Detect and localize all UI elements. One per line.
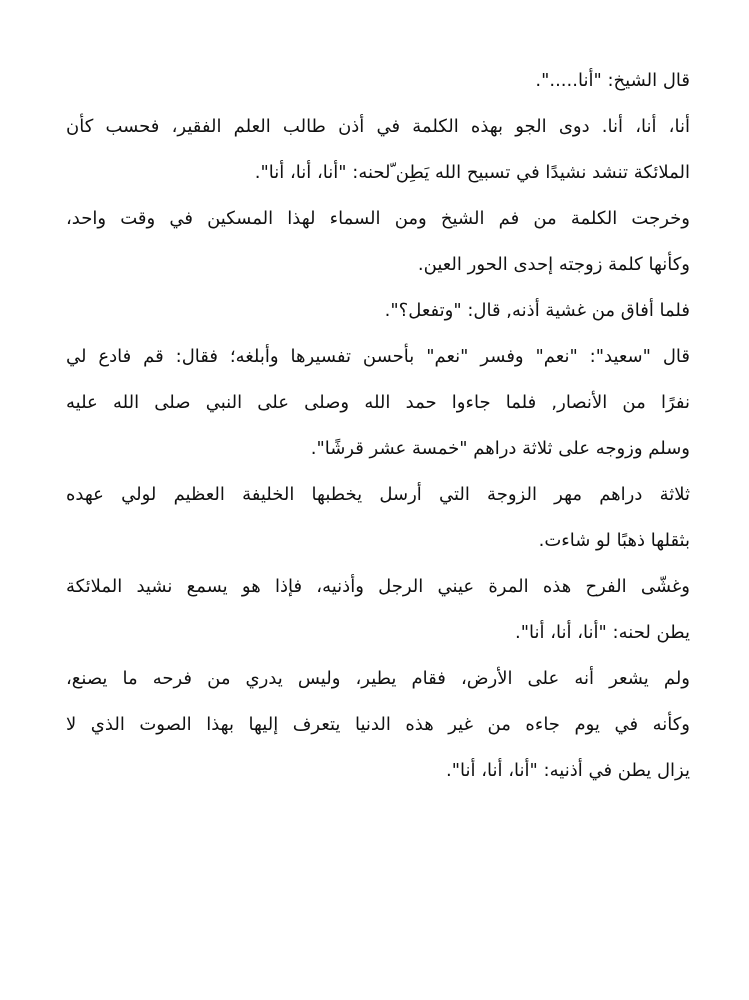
text-line: فلما أفاق من غشية أذنه, قال: "وتفعل؟". xyxy=(384,300,690,321)
document-body xyxy=(66,58,690,794)
text-line: نفرًا من الأنصار, فلما جاءوا حمد الله وصلى على النبي صلى الله عليه xyxy=(66,392,690,413)
text-line: وكأنه في يوم جاءه من غير هذه الدنيا يتعرف إليها بهذا الصوت الذي لا xyxy=(66,714,690,735)
text-line: ثلاثة دراهم مهر الزوجة التي أرسل يخطبها الخليفة العظيم لولي عهده xyxy=(66,484,690,505)
text-line: ولم يشعر أنه على الأرض، فقام يطير، وليس يدري من فرحه ما يصنع، xyxy=(66,668,690,689)
text-line: وسلم وزوجه على ثلاثة دراهم "خمسة عشر قرشًا". xyxy=(310,438,690,459)
text-line: قال "سعيد": "نعم" وفسر "نعم" بأحسن تفسيرها وأبلغه؛ فقال: قم فادع لي xyxy=(66,346,690,367)
text-line: وكأنها كلمة زوجته إحدى الحور العين. xyxy=(417,254,690,275)
text-line: يزال يطن في أذنيه: "أنا، أنا، أنا". xyxy=(446,760,690,781)
text-line: بثقلها ذهبًا لو شاءت. xyxy=(538,530,690,551)
text-line: الملائكة تنشد نشيدًا في تسبيح الله يَطِن ّلحنه: "أنا، أنا، أنا". xyxy=(254,162,690,183)
text-line: أنا، أنا، أنا. دوى الجو بهذه الكلمة في أذن طالب العلم الفقير، فحسب كأن xyxy=(66,116,690,137)
text-line: وغشّى الفرح هذه المرة عيني الرجل وأذنيه، فإذا هو يسمع نشيد الملائكة xyxy=(66,576,690,597)
text-line: قال الشيخ: "أنا.....". xyxy=(535,70,690,91)
text-line: وخرجت الكلمة من فم الشيخ ومن السماء لهذا المسكين في وقت واحد، xyxy=(66,208,690,229)
text-line: يطن لحنه: "أنا، أنا، أنا". xyxy=(515,622,690,643)
